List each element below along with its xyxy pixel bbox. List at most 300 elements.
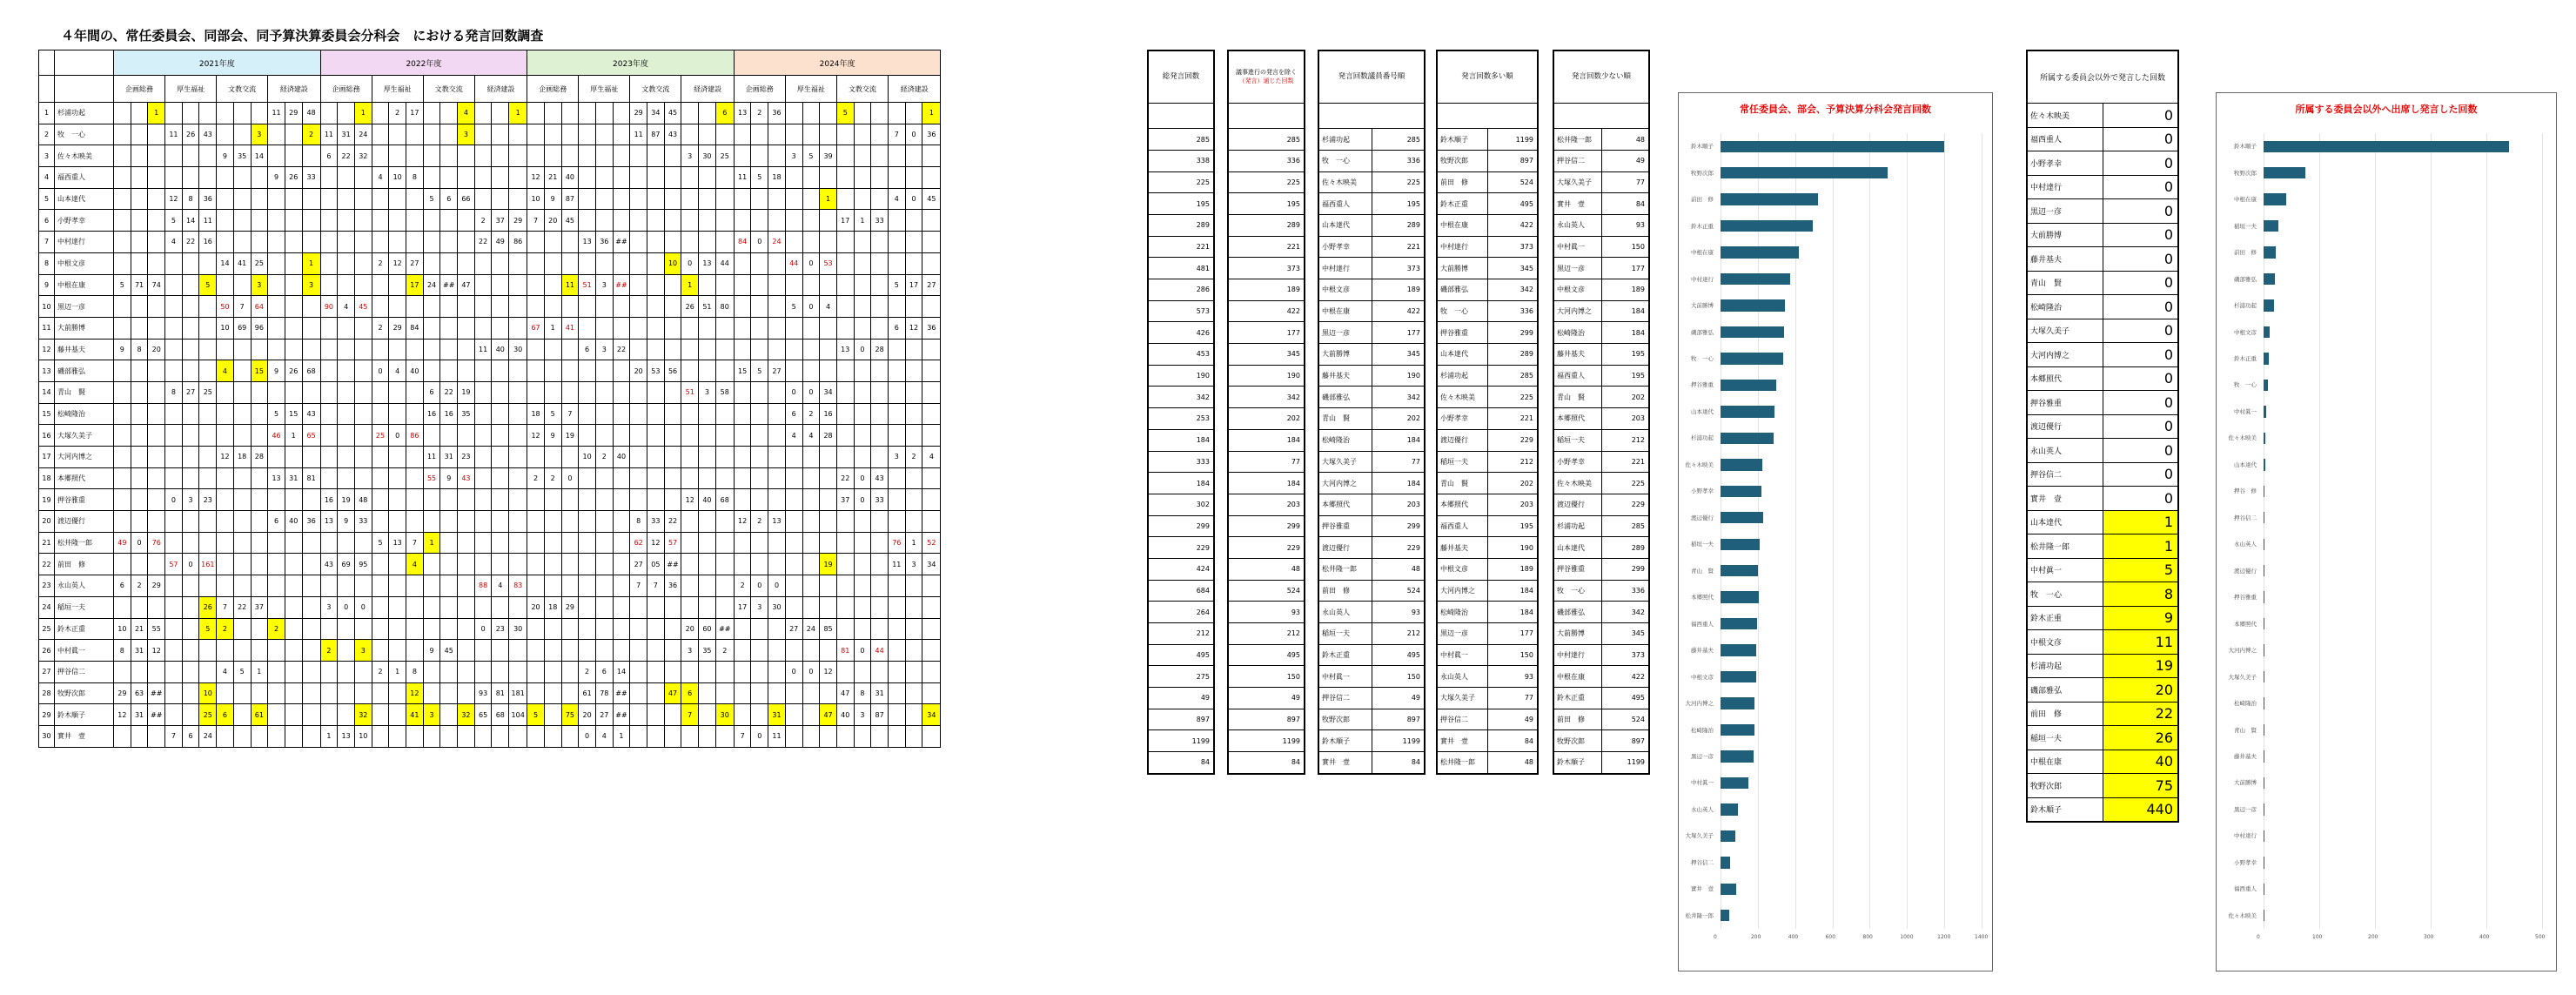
count-cell [165,360,183,382]
count-cell: 17 [406,103,424,124]
count-cell [406,596,424,618]
count-cell: 7 [888,124,905,145]
count-cell [715,575,734,597]
y-category-label: 押谷信二 [1691,858,1714,866]
count-value: 9 [2103,606,2178,630]
count-cell [251,167,268,189]
list-item [1149,644,1214,666]
bar [1721,486,1761,497]
count-cell [302,596,320,618]
count-cell: 32 [354,145,372,167]
count-value: 336 [1487,300,1538,322]
member-name: 稲垣一夫 [55,596,114,618]
count-cell [389,640,406,662]
count-cell [871,274,889,296]
count-cell [354,210,372,232]
count-cell: 2 [751,103,768,124]
count-cell: 40 [406,360,424,382]
count-cell [233,381,251,403]
count-cell [699,661,716,682]
count-cell: 31 [338,124,355,145]
count-cell [474,425,492,447]
member-name: 押谷信二 [1554,150,1602,171]
list-item [1149,236,1214,258]
count-value: 1199 [1149,730,1214,752]
member-name: 本郷照代 [55,467,114,489]
count-cell: 10 [389,167,406,189]
count-cell [302,554,320,575]
member-name: 鈴木正重 [1319,644,1372,666]
count-cell [233,511,251,533]
count-cell [354,447,372,468]
count-cell [131,489,148,511]
count-cell [285,232,302,253]
member-name: 松崎隆治 [1554,322,1602,344]
count-value: 345 [1487,258,1538,279]
count-value: 190 [1487,537,1538,559]
count-cell [922,596,941,618]
count-cell: 69 [338,554,355,575]
list-item [1319,709,1425,730]
member-name: 押谷雅重 [1554,558,1602,580]
count-cell: 21 [131,618,148,640]
count-cell: 9 [338,511,355,533]
count-cell: 12 [647,532,665,554]
count-cell [871,447,889,468]
count-cell [285,596,302,618]
table-row [39,145,941,167]
committee-header: 厚生福祉 [165,76,217,103]
count-cell: 43 [458,467,475,489]
count-cell [268,575,285,597]
count-cell: 40 [561,167,579,189]
count-cell [734,252,751,274]
count-cell [613,532,630,554]
count-cell [595,425,613,447]
count-cell: 18 [768,167,786,189]
count-cell: 4 [372,167,389,189]
count-value: 221 [1372,236,1425,258]
count-cell [199,661,217,682]
count-cell [458,618,475,640]
count-cell: 43 [199,124,217,145]
count-cell [561,296,579,318]
count-cell [647,425,665,447]
count-cell: 48 [302,103,320,124]
count-cell [165,317,183,339]
member-name: 鈴木正重 [1554,688,1602,709]
count-cell: 0 [389,425,406,447]
member-name: 前田 修 [2028,702,2103,726]
count-cell [423,489,440,511]
table-row [39,554,941,575]
count-cell [320,447,338,468]
row-number: 14 [39,381,55,403]
count-cell [338,575,355,597]
count-cell [544,532,561,554]
count-cell [647,381,665,403]
table-row [39,640,941,662]
count-cell [182,511,199,533]
count-cell [354,532,372,554]
list-item [1229,537,1305,559]
member-name: 黒辺一彦 [55,296,114,318]
count-cell [148,489,165,511]
member-name: 佐々木映美 [55,145,114,167]
count-value: 150 [1372,666,1425,688]
count-cell: ## [613,274,630,296]
count-cell [871,554,889,575]
count-cell: 4 [217,360,234,382]
count-cell: 0 [354,596,372,618]
count-cell [595,381,613,403]
speech-count-bar-chart [1678,92,1993,971]
count-cell [544,124,561,145]
count-cell [285,339,302,360]
count-cell [802,575,820,597]
bar [1721,539,1760,550]
count-cell [165,145,183,167]
count-cell [699,554,716,575]
member-name: 杉浦功起 [1319,129,1372,151]
count-cell [268,661,285,682]
count-cell [199,511,217,533]
count-cell: 7 [647,575,665,597]
count-cell: 12 [148,640,165,662]
list-item [1319,473,1425,494]
count-cell: 33 [871,489,889,511]
member-name: 小野孝幸 [1319,236,1372,258]
count-cell [751,489,768,511]
count-cell [854,124,871,145]
count-cell [647,618,665,640]
count-cell [820,339,837,360]
count-cell [544,682,561,704]
count-cell [338,682,355,704]
count-cell: 5 [802,145,820,167]
count-value: 93 [1229,602,1305,623]
count-cell: 0 [854,339,871,360]
list-item [1229,365,1305,387]
count-cell: 11 [630,124,647,145]
count-cell: 2 [268,618,285,640]
list-item [1319,344,1425,366]
y-category-label: 中村眞一 [2234,407,2257,415]
count-cell [751,425,768,447]
count-cell [751,317,768,339]
count-cell [681,575,699,597]
count-cell [320,467,338,489]
count-cell: 47 [458,274,475,296]
count-cell [820,467,837,489]
list-item [1149,387,1214,408]
bar [1721,459,1762,470]
count-value: 225 [1487,387,1538,408]
count-cell [182,447,199,468]
count-cell: 4 [389,360,406,382]
count-cell: 31 [871,682,889,704]
table-row [39,274,941,296]
count-cell [613,403,630,425]
count-cell [302,682,320,704]
list-item [1554,236,1649,258]
member-name: 小野孝幸 [1554,451,1602,473]
count-cell: 87 [561,188,579,210]
count-cell: 0 [579,725,596,747]
member-name: 松崎隆治 [2028,295,2103,319]
list-item [1554,558,1649,580]
count-cell [613,467,630,489]
member-name: 大塚久美子 [1554,171,1602,193]
count-cell: 33 [871,210,889,232]
count-cell [182,661,199,682]
count-value: 212 [1229,623,1305,645]
member-name: 大前勝博 [55,317,114,339]
count-cell [372,447,389,468]
count-cell [715,511,734,533]
list-item [1438,129,1538,151]
count-cell [820,640,837,662]
count-cell [595,167,613,189]
count-cell [768,682,786,704]
count-cell: 5 [544,403,561,425]
list-item [1438,408,1538,430]
count-cell: 4 [406,554,424,575]
count-cell [302,317,320,339]
count-cell [527,103,545,124]
count-cell [268,145,285,167]
count-cell [302,532,320,554]
row-number: 11 [39,317,55,339]
count-cell: 12 [734,511,751,533]
count-cell [854,381,871,403]
row-number: 9 [39,274,55,296]
count-cell [888,596,905,618]
count-cell [509,296,527,318]
count-cell [233,489,251,511]
count-cell: 24 [199,725,217,747]
count-cell [131,381,148,403]
list-item [1554,602,1649,623]
count-cell [922,296,941,318]
count-cell [699,167,716,189]
count-cell [406,725,424,747]
count-cell [836,360,854,382]
count-cell: 25 [199,381,217,403]
count-cell [699,360,716,382]
member-name: 渡辺優行 [2028,414,2103,439]
count-cell: 29 [148,575,165,597]
count-cell [785,467,802,489]
count-cell [372,596,389,618]
count-cell [440,210,458,232]
count-cell: 5 [165,210,183,232]
count-cell [233,232,251,253]
count-cell: 7 [406,532,424,554]
count-cell: 2 [320,640,338,662]
row-number: 6 [39,210,55,232]
count-cell [561,124,579,145]
list-item [2028,558,2178,582]
count-cell [406,618,424,640]
count-cell [509,661,527,682]
count-value: 336 [1601,580,1649,602]
member-name: 牧 一心 [1554,580,1602,602]
count-cell [527,447,545,468]
count-cell: 87 [871,704,889,726]
bar [2264,141,2509,152]
count-cell [320,274,338,296]
count-cell [544,661,561,682]
count-cell [785,447,802,468]
list-item [1319,602,1425,623]
count-cell [423,210,440,232]
list-item [1149,688,1214,709]
y-category-label: 山本達代 [2234,461,2257,468]
count-cell [888,210,905,232]
count-cell [474,403,492,425]
count-cell [389,618,406,640]
member-name: 中村達行 [1319,258,1372,279]
count-cell [302,232,320,253]
y-category-label: 鈴木正重 [1691,222,1714,230]
count-cell [474,511,492,533]
y-category-label: 松井隆一郎 [1685,911,1714,919]
speech-count-table [38,50,941,748]
count-cell [423,425,440,447]
count-cell [768,661,786,682]
count-cell: 9 [544,188,561,210]
count-value: 0 [2103,199,2178,224]
count-cell [268,447,285,468]
member-name: 永山英人 [1319,602,1372,623]
list-item [2028,702,2178,726]
list-item [1554,537,1649,559]
row-number: 25 [39,618,55,640]
count-cell [302,381,320,403]
count-cell [751,339,768,360]
count-cell [922,467,941,489]
count-cell [630,296,647,318]
count-cell: 2 [372,661,389,682]
count-cell: 1 [544,317,561,339]
list-item [1149,709,1214,730]
count-cell: 1 [354,103,372,124]
count-cell: 3 [182,489,199,511]
count-cell: 22 [836,467,854,489]
list-item [1438,602,1538,623]
count-cell: 1 [251,661,268,682]
count-cell [734,532,751,554]
count-cell [630,467,647,489]
member-name: 前田 修 [1438,171,1488,193]
count-cell [820,725,837,747]
count-cell [268,232,285,253]
member-name: 佐々木映美 [1554,473,1602,494]
count-cell [613,381,630,403]
count-cell [338,704,355,726]
count-cell [440,167,458,189]
count-cell: 30 [509,618,527,640]
count-cell [647,489,665,511]
count-cell: 31 [285,467,302,489]
count-cell [630,596,647,618]
count-cell [715,339,734,360]
count-cell [905,145,922,167]
count-cell: 40 [285,511,302,533]
count-value: 289 [1372,214,1425,236]
count-cell [802,511,820,533]
list-item [1554,344,1649,366]
count-cell [372,554,389,575]
count-cell [647,210,665,232]
count-cell [320,403,338,425]
list-item [1554,666,1649,688]
member-name: 福西重人 [1438,515,1488,537]
list-item [2028,366,2178,391]
list-item [1319,644,1425,666]
list-item [2028,199,2178,224]
count-cell: 6 [217,704,234,726]
count-value: 897 [1601,730,1649,752]
member-name: 青山 賢 [1554,387,1602,408]
count-cell [440,554,458,575]
count-cell [372,403,389,425]
count-cell [251,210,268,232]
count-cell [217,167,234,189]
count-cell [802,682,820,704]
table-row [39,167,941,189]
count-cell [165,596,183,618]
count-cell [888,232,905,253]
count-cell [768,447,786,468]
count-cell: 55 [423,467,440,489]
count-cell [509,188,527,210]
bar [2264,380,2268,391]
count-cell [114,232,131,253]
count-cell: ## [613,232,630,253]
count-cell [285,554,302,575]
count-cell [802,339,820,360]
count-cell: ## [715,618,734,640]
count-cell [148,447,165,468]
count-cell: 50 [217,296,234,318]
member-name: 稲垣一夫 [1554,429,1602,451]
member-name: 中根文彦 [55,252,114,274]
bar [1721,565,1758,576]
y-category-label: 中根在康 [2234,196,2257,204]
count-cell [802,360,820,382]
count-cell [905,425,922,447]
count-cell [561,618,579,640]
count-cell [905,252,922,274]
list-item [1149,193,1214,215]
count-cell [802,640,820,662]
count-cell [131,317,148,339]
member-name: 牧野次郎 [1438,150,1488,171]
count-cell [922,381,941,403]
count-cell: 60 [699,618,716,640]
count-cell: 84 [734,232,751,253]
count-cell [751,640,768,662]
bar [1721,141,1944,152]
count-cell [871,145,889,167]
count-cell: 36 [595,232,613,253]
count-cell: 29 [285,103,302,124]
list-item [1438,709,1538,730]
count-cell [802,554,820,575]
count-cell [802,447,820,468]
